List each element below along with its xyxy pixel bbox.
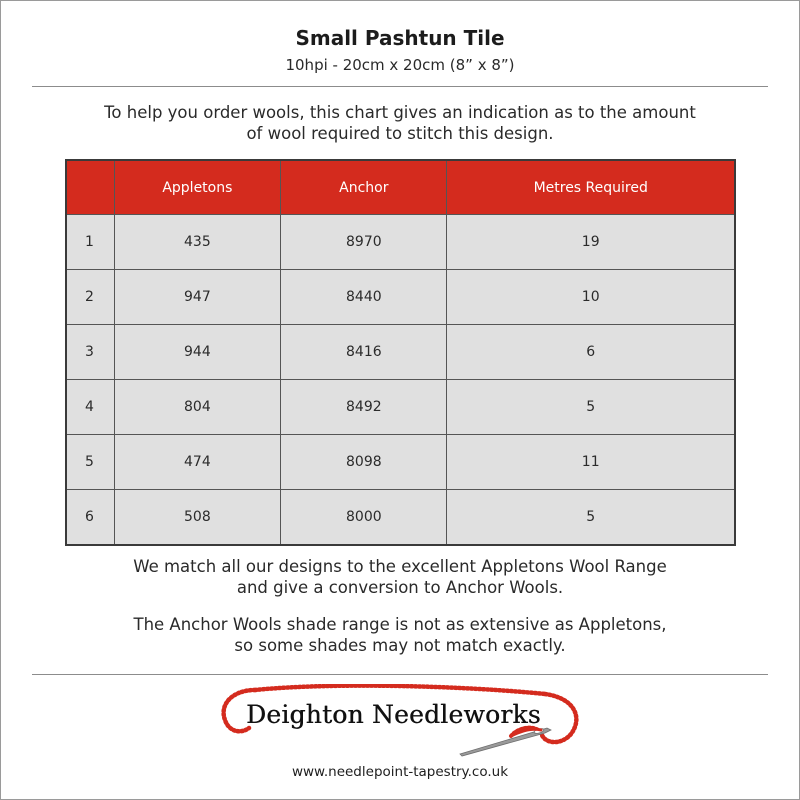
note-line: We match all our designs to the excellent Appletons Wool Range <box>133 557 667 576</box>
top-divider <box>32 86 768 87</box>
note-line: and give a conversion to Anchor Wools. <box>236 578 564 597</box>
row-index-cell: 2 <box>66 270 114 325</box>
appletons-cell: 947 <box>114 270 281 325</box>
metres-cell: 5 <box>447 490 735 546</box>
row-index-cell: 1 <box>66 215 114 270</box>
page-subtitle: 10hpi - 20cm x 20cm (8” x 8”) <box>285 56 515 74</box>
table-row <box>66 380 735 435</box>
table-row <box>66 325 735 380</box>
metres-cell: 5 <box>447 380 735 435</box>
intro-line: of wool required to stitch this design. <box>246 124 554 143</box>
wool-table <box>65 159 736 546</box>
anchor-note <box>60 614 740 656</box>
appletons-cell: 944 <box>114 325 281 380</box>
column-header-metres: Metres Required <box>447 160 735 215</box>
note-line: The Anchor Wools shade range is not as extensive as Appletons, <box>133 615 667 634</box>
table-header-row <box>66 160 735 215</box>
note-line: so some shades may not match exactly. <box>234 636 566 655</box>
column-header-anchor: Anchor <box>281 160 447 215</box>
row-index-cell: 4 <box>66 380 114 435</box>
anchor-cell: 8416 <box>281 325 447 380</box>
row-index-cell: 3 <box>66 325 114 380</box>
intro-text <box>60 102 740 144</box>
metres-cell: 6 <box>447 325 735 380</box>
column-header-index <box>66 160 114 215</box>
table-row <box>66 215 735 270</box>
website-link[interactable]: www.needlepoint-tapestry.co.uk <box>291 764 509 780</box>
appletons-cell: 435 <box>114 215 281 270</box>
anchor-cell: 8098 <box>281 435 447 490</box>
metres-cell: 10 <box>447 270 735 325</box>
column-header-appletons: Appletons <box>114 160 281 215</box>
appletons-cell: 804 <box>114 380 281 435</box>
metres-cell: 11 <box>447 435 735 490</box>
intro-line: To help you order wools, this chart gives an indication as to the amount <box>104 103 696 122</box>
page-title: Small Pashtun Tile <box>295 26 505 50</box>
appletons-cell: 474 <box>114 435 281 490</box>
anchor-cell: 8000 <box>281 490 447 546</box>
appletons-note <box>60 556 740 598</box>
appletons-cell: 508 <box>114 490 281 546</box>
anchor-cell: 8492 <box>281 380 447 435</box>
table-row <box>66 490 735 546</box>
row-index-cell: 6 <box>66 490 114 546</box>
bottom-divider <box>32 674 768 675</box>
logo-wordmark: Deighton Needleworks <box>246 700 541 729</box>
anchor-cell: 8970 <box>281 215 447 270</box>
table-row <box>66 435 735 490</box>
anchor-cell: 8440 <box>281 270 447 325</box>
metres-cell: 19 <box>447 215 735 270</box>
row-index-cell: 5 <box>66 435 114 490</box>
table-row <box>66 270 735 325</box>
